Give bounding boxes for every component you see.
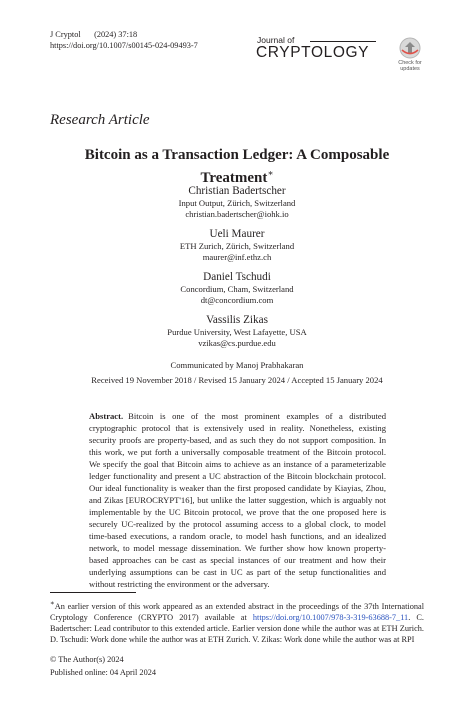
author-email[interactable]: vzikas@cs.purdue.edu [198,338,276,348]
author-affiliation: Concordium, Cham, Switzerland [180,284,294,294]
doi-link[interactable]: https://doi.org/10.1007/s00145-024-09493-7 [50,41,198,50]
author-email[interactable]: maurer@inf.ethz.ch [202,252,272,262]
communicated-by: Communicated by Manoj Prabhakaran [170,360,304,370]
author-block [80,228,394,263]
footnote-mark: ∗ [50,600,55,607]
received-dates: Received 19 November 2018 / Revised 15 January 2024 / Accepted 15 January 2024 [91,375,383,385]
check-for-updates-icon [398,37,422,59]
logo-cryptology: CRYPTOLOGY [256,44,370,61]
copyright-notice: © The Author(s) 2024 [50,655,124,664]
check-for-updates-label-1: Check for [398,60,422,66]
footnote [50,598,424,645]
abstract-text: Bitcoin is one of the most prominent examples of a distributed cryptographic protocol that is extensively used in reality. Nonetheless, existing security proofs are property-based, and as such they do not support composition. In this work, we put forth a universally composable treatment of the Bitcoin protocol. We specify the goal that Bitcoin aims to achieve as an instance of a parameterizable ledger functionality and present a UC abstraction of the Bitcoin blockchain protocol. Our ideal functionality is weaker than the first proposed candidate by Kiayias, Zhou, and Zikas [EUROCRYPT'16], but unlike the latter suggestion, which is arguably not implementable by the UC Bitcoin protocol, we prove that the one proposed here is securely UC-realized by the protocol assuming access to a global clock, to model time-based executions, a random oracle, to model hash functions, and an idealized network, to model message dissemination. We further show how known property-based approaches can be cast as special instances of our treatment and how their underlying assumptions can be cast in UC as part of the setup functionalities and without restricting the environment or the adversary. [89,411,386,589]
author-block [80,271,394,306]
abstract [89,410,386,590]
author-list [80,185,394,357]
author-affiliation: Purdue University, West Lafayette, USA [167,327,307,337]
author-block [80,185,394,220]
footnote-divider [50,592,136,593]
paper-title [60,146,414,187]
logo-journal-of: Journal of [257,35,295,45]
article-type: Research Article [50,112,150,128]
footnote-doi-link[interactable]: https://doi.org/10.1007/978-3-319-63688-7_11 [252,612,409,622]
journal-header [50,29,198,51]
author-affiliation: ETH Zurich, Zürich, Switzerland [179,241,295,251]
author-name: Ueli Maurer [209,228,265,240]
journal-logo [256,36,378,61]
footnote-text-after: . C. Badertscher: Lead contributor to this extended article. Earlier version done while the author was at ETH Zurich. D. Tschudi: Work done while the author was at ETH Zurich. V. Zikas: Work done while the author was at RPI [50,612,424,644]
author-name: Daniel Tschudi [203,271,271,283]
author-affiliation: Input Output, Zürich, Switzerland [178,198,296,208]
author-email[interactable]: dt@concordium.com [200,295,274,305]
title-text: Bitcoin as a Transaction Ledger: A Composable Treatment [84,147,390,186]
title-footnote-mark[interactable]: ∗ [267,168,274,178]
author-block [80,314,394,349]
logo-rule [310,41,376,42]
journal-abbreviation: J Cryptol [50,30,81,39]
published-date: Published online: 04 April 2024 [50,668,157,677]
author-email[interactable]: christian.badertscher@iohk.io [185,209,289,219]
check-for-updates-badge[interactable] [393,37,427,72]
check-for-updates-label-2: updates [400,66,420,72]
volume-issue: (2024) 37:18 [94,30,138,39]
abstract-label: Abstract. [89,411,124,421]
footnote-text-before: An earlier version of this work appeared as an extended abstract in the proceedings of the 37th International Cryptology Conference (CRYPTO 2017) available at [50,601,424,622]
author-name: Christian Badertscher [188,185,286,197]
author-name: Vassilis Zikas [206,314,268,326]
